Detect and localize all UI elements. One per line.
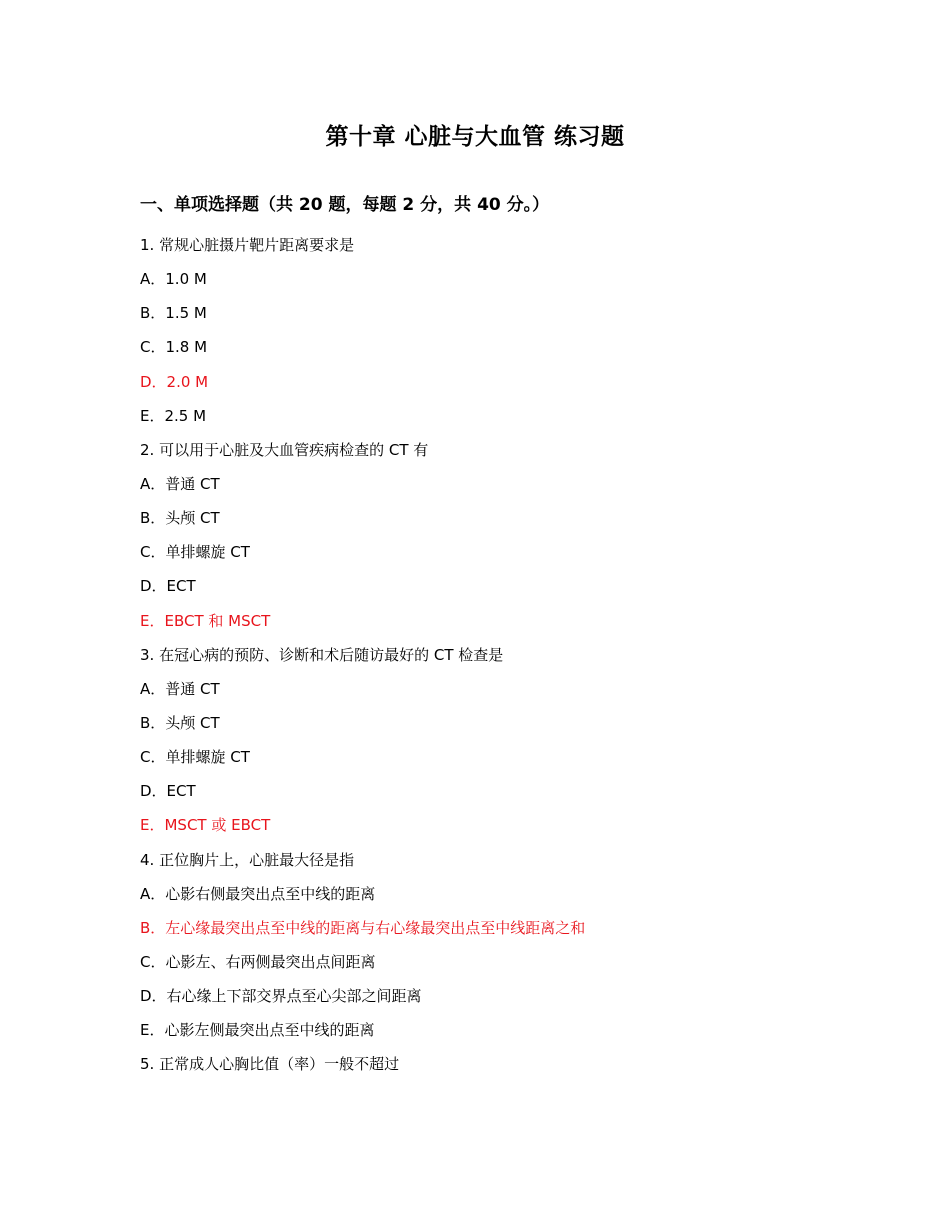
answer-option: B．1.5 M [140,304,207,323]
answer-option: A．心影右侧最突出点至中线的距离 [140,884,376,903]
answer-option: C．1.8 M [140,338,208,357]
question-stem: 4. 正位胸片上，心脏最大径是指 [140,850,355,869]
answer-option: A．1.0 M [140,270,207,289]
answer-option: A．普通 CT [140,679,220,698]
answer-option-correct: E．EBCT 和 MSCT [140,611,271,630]
question-stem: 2. 可以用于心脏及大血管疾病检查的 CT 有 [140,440,429,459]
answer-option-correct: D．2.0 M [140,372,209,391]
answer-option: E．2.5 M [140,406,207,425]
answer-option: D．ECT [140,577,196,596]
question-stem: 1. 常规心脏摄片靶片距离要求是 [140,236,355,254]
answer-option: E．心影左侧最突出点至中线的距离 [140,1021,375,1040]
answer-option: A．普通 CT [140,474,220,493]
answer-option-correct: B．左心缘最突出点至中线的距离与右心缘最突出点至中线距离之和 [140,918,586,937]
answer-option: C．心影左、右两侧最突出点间距离 [140,952,376,971]
page-title: 第十章 心脏与大血管 练习题 [325,124,625,150]
question-list [140,235,840,1089]
answer-option: B．头颅 CT [140,509,220,528]
answer-option: B．头颅 CT [140,713,220,732]
question-stem: 5. 正常成人心胸比值（率）一般不超过 [140,1055,400,1074]
section-heading: 一、单项选择题（共 20 题，每题 2 分，共 40 分。） [140,195,550,215]
answer-option: C．单排螺旋 CT [140,543,250,562]
answer-option: C．单排螺旋 CT [140,748,250,767]
answer-option-correct: E．MSCT 或 EBCT [140,816,271,835]
question-stem: 3. 在冠心病的预防、诊断和术后随访最好的 CT 检查是 [140,645,504,664]
answer-option: D．ECT [140,782,196,801]
answer-option: D．右心缘上下部交界点至心尖部之间距离 [140,987,422,1006]
